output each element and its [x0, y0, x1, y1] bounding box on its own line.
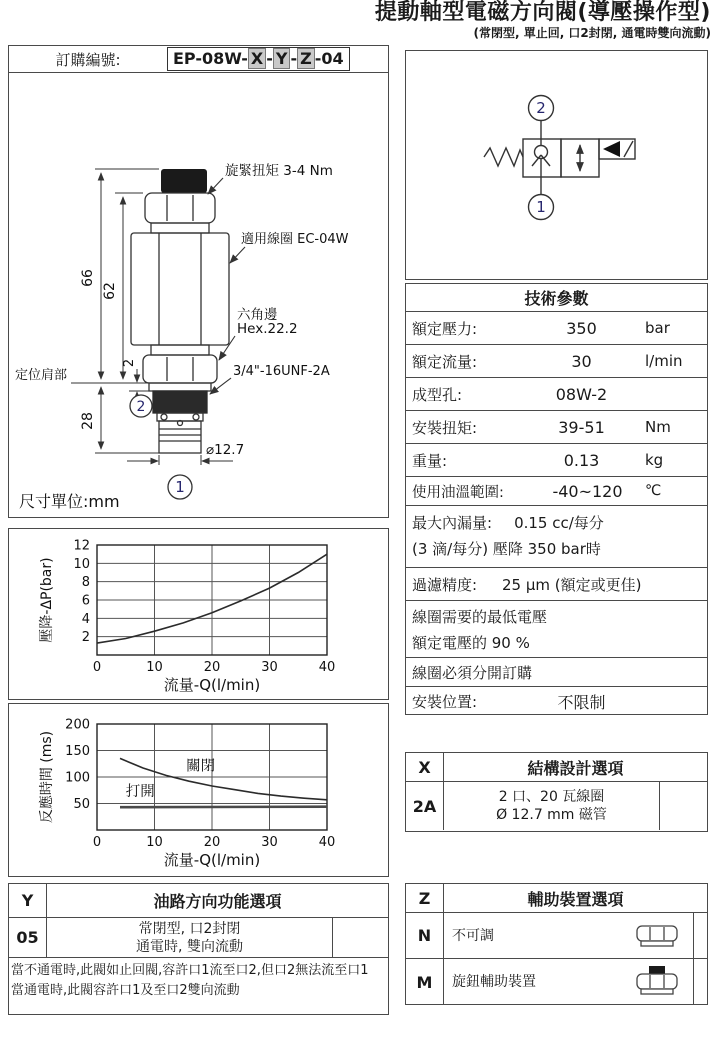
svg-text:10: 10 [73, 556, 90, 572]
z-option-code: M [406, 959, 444, 1005]
param-note: 線圈需要的最低電壓 [412, 608, 548, 626]
svg-text:30: 30 [261, 835, 278, 850]
lower-hex-nut-drawing [143, 355, 217, 383]
series-label: 打開 [125, 784, 155, 801]
param-label: 使用油溫範圍: [412, 484, 504, 501]
technical-parameters-table [405, 283, 708, 715]
param-unit: bar [645, 319, 670, 337]
svg-text:100: 100 [65, 770, 90, 786]
y-axis-label: 反應時間 (ms) [39, 730, 55, 824]
hydraulic-symbol-diagram [406, 51, 706, 278]
z-table-row-M [406, 959, 707, 1005]
param-value: 0.15 cc/每分 [514, 514, 604, 532]
order-number-label: 訂購編號: [55, 50, 121, 69]
unit-note: 尺寸單位:mm [19, 492, 120, 511]
param-unit: kg [645, 451, 664, 469]
svg-text:4: 4 [81, 611, 90, 627]
order-code-sep2: - [290, 49, 298, 68]
x-option-code: 2A [406, 782, 444, 830]
param-label: 安裝扭矩: [412, 418, 478, 437]
callout-arrows [208, 178, 245, 394]
svg-text:8: 8 [81, 575, 90, 591]
tech-row-min-voltage [406, 600, 707, 657]
tech-row-rated-pressure [406, 311, 707, 344]
page-title: 提動軸型電磁方向閥(導壓操作型) [374, 0, 711, 25]
svg-text:12: 12 [73, 538, 90, 554]
param-value: 08W-2 [555, 384, 608, 404]
param-label: 額定流量: [412, 352, 478, 371]
auxiliary-device-options-table [405, 883, 708, 1005]
param-value: -40~120 [552, 481, 623, 501]
knurled-cap-drawing [161, 169, 207, 193]
param-unit: ℃ [645, 483, 662, 499]
param-note: 線圈必須分開訂購 [412, 663, 533, 682]
diameter-label: ⌀12.7 [206, 442, 245, 458]
page-header [375, 0, 711, 41]
param-unit: Nm [645, 418, 671, 436]
y-option-code: 05 [9, 918, 47, 957]
svg-text:20: 20 [203, 835, 221, 850]
param-value: 0.13 [563, 450, 600, 470]
page-subtitle: (常閉型, 單止回, 口2封閉, 通電時雙向流動) [473, 26, 711, 40]
z-option-description: 不可調 [452, 927, 494, 944]
param-label: 額定壓力: [412, 319, 478, 338]
shoulder-callout: 定位肩部 [15, 368, 68, 383]
y-option-desc-line2: 通電時, 雙向流動 [136, 938, 243, 955]
svg-text:40: 40 [318, 835, 336, 850]
y-table-title: 油路方向功能選項 [153, 892, 282, 911]
param-label: 最大內漏量: [412, 514, 493, 532]
tech-row-install-torque [406, 410, 707, 443]
param-label: 安裝位置: [412, 693, 478, 711]
chart-series-打開 [120, 807, 327, 808]
param-label: 過濾精度: [412, 575, 478, 594]
z-table-header [406, 884, 707, 913]
port-2-balloon: 2 [136, 399, 146, 415]
port-1-balloon: 1 [175, 478, 185, 496]
x-table-empty-cell [659, 782, 707, 830]
param-note: (3 滴/每分) 壓降 350 bar時 [412, 540, 601, 558]
y-table-empty-cell [332, 918, 388, 957]
order-code-prefix: EP-08W- [173, 49, 248, 68]
dim-62-label: 62 [102, 282, 118, 300]
z-option-icon-cell [621, 913, 693, 958]
z-table-code-header: Z [406, 884, 444, 912]
y-option-desc-line1: 常閉型, 口2封閉 [138, 920, 241, 937]
x-axis-label: 流量-Q(l/min) [163, 676, 261, 694]
order-code-sep1: - [266, 49, 273, 68]
svg-text:0: 0 [92, 660, 102, 675]
svg-text:20: 20 [203, 660, 221, 675]
dimensional-drawing-box [8, 72, 389, 518]
param-label: 成型孔: [412, 385, 463, 404]
tech-row-weight [406, 443, 707, 476]
tech-row-coil-order [406, 657, 707, 686]
order-code-z-option: Z [297, 48, 315, 69]
spring-icon [484, 148, 523, 166]
y-table-note [9, 958, 388, 1001]
y-option-description [47, 920, 332, 956]
y-table-header [9, 884, 388, 918]
tech-row-filtration [406, 567, 707, 600]
tech-row-cavity [406, 377, 707, 410]
x-table-header [406, 753, 707, 782]
z-option-code: N [406, 913, 444, 958]
param-note: 額定電壓的 90 % [412, 634, 530, 652]
x-table-code-header: X [406, 753, 444, 781]
y-note-line2: 當通電時,此閥容許口1及至口2雙向流動 [11, 983, 240, 999]
y-axis-label: 壓降-ΔP(bar) [39, 557, 55, 643]
structure-design-options-table [405, 752, 708, 832]
param-value: 39-51 [558, 417, 605, 437]
check-valve-ball-icon [535, 146, 548, 159]
thread-callout: 3/4"-16UNF-2A [233, 364, 330, 379]
response-time-chart-box [8, 703, 389, 877]
param-value: 350 [566, 318, 597, 338]
z-table-title: 輔助裝置選項 [527, 889, 624, 909]
y-table-row-05 [9, 918, 388, 958]
hex-nut-icon [633, 922, 681, 950]
y-note-line1: 當不通電時,此閥如止回閥,容許口1流至口2,但口2無法流至口1 [11, 963, 369, 978]
param-unit: l/min [645, 352, 683, 370]
flow-direction-options-table [8, 883, 389, 1015]
top-hex-nut-drawing [145, 193, 215, 223]
param-value: 25 µm (額定或更佳) [502, 575, 642, 594]
y-table-code-header: Y [9, 884, 47, 917]
hex-callout-line2: Hex.22.2 [237, 321, 298, 337]
dim-66-label: 66 [80, 269, 96, 287]
tech-row-oil-temp [406, 476, 707, 505]
x-table-row-2A [406, 782, 707, 830]
tech-row-max-leakage [406, 505, 707, 567]
pressure-drop-chart-box [8, 528, 389, 700]
torque-callout: 旋緊扭矩 3-4 Nm [225, 163, 333, 179]
dim-2-label: 2 [122, 358, 137, 368]
coil-drawing [131, 233, 229, 345]
svg-text:10: 10 [146, 660, 163, 675]
drawing-callouts [15, 162, 349, 511]
x-axis-label: 流量-Q(l/min) [163, 851, 261, 869]
svg-text:50: 50 [73, 797, 90, 812]
symbol-port-2-label: 2 [536, 99, 546, 117]
coil-callout: 適用線圈 EC-04W [241, 232, 349, 247]
z-table-row-N [406, 913, 707, 959]
svg-text:200: 200 [65, 717, 90, 733]
svg-text:30: 30 [261, 660, 278, 675]
svg-text:6: 6 [81, 593, 90, 609]
hydraulic-symbol-box [405, 50, 708, 280]
z-option-description: 旋鈕輔助裝置 [452, 974, 536, 990]
pressure-drop-chart [9, 529, 388, 699]
svg-text:150: 150 [65, 744, 90, 759]
tech-row-mounting-position [406, 686, 707, 716]
svg-text:10: 10 [146, 835, 163, 850]
series-label: 關閉 [186, 758, 216, 775]
order-code-suffix: -04 [314, 49, 344, 68]
order-number-box [8, 45, 389, 73]
tech-table-title: 技術參數 [524, 289, 589, 308]
valve-drawing [9, 73, 387, 516]
order-code [167, 47, 350, 71]
symbol-port-1-label: 1 [536, 198, 546, 216]
param-label: 重量: [412, 451, 448, 470]
z-option-icon-cell [621, 959, 693, 1005]
x-option-description [444, 788, 659, 824]
svg-text:2: 2 [81, 630, 90, 646]
response-time-chart [9, 704, 388, 876]
x-option-desc-line1: 2 口、20 瓦線圈 [498, 789, 605, 805]
thread-drawing [153, 391, 207, 413]
svg-text:0: 0 [92, 835, 102, 850]
knob-hex-nut-icon [633, 966, 681, 998]
svg-text:40: 40 [318, 660, 336, 675]
locating-shoulder-drawing [149, 383, 211, 391]
param-value: 30 [571, 351, 592, 371]
dim-28-label: 28 [80, 412, 96, 430]
hex-callout-line1: 六角邊 [237, 307, 278, 323]
solenoid-triangle-icon [603, 141, 620, 157]
x-option-desc-line2: Ø 12.7 mm 磁管 [496, 807, 607, 823]
order-code-x-option: X [248, 48, 266, 69]
param-value: 不限制 [557, 693, 606, 712]
tech-row-rated-flow [406, 344, 707, 377]
x-table-title: 結構設計選項 [527, 758, 624, 778]
order-code-y-option: Y [273, 48, 291, 69]
